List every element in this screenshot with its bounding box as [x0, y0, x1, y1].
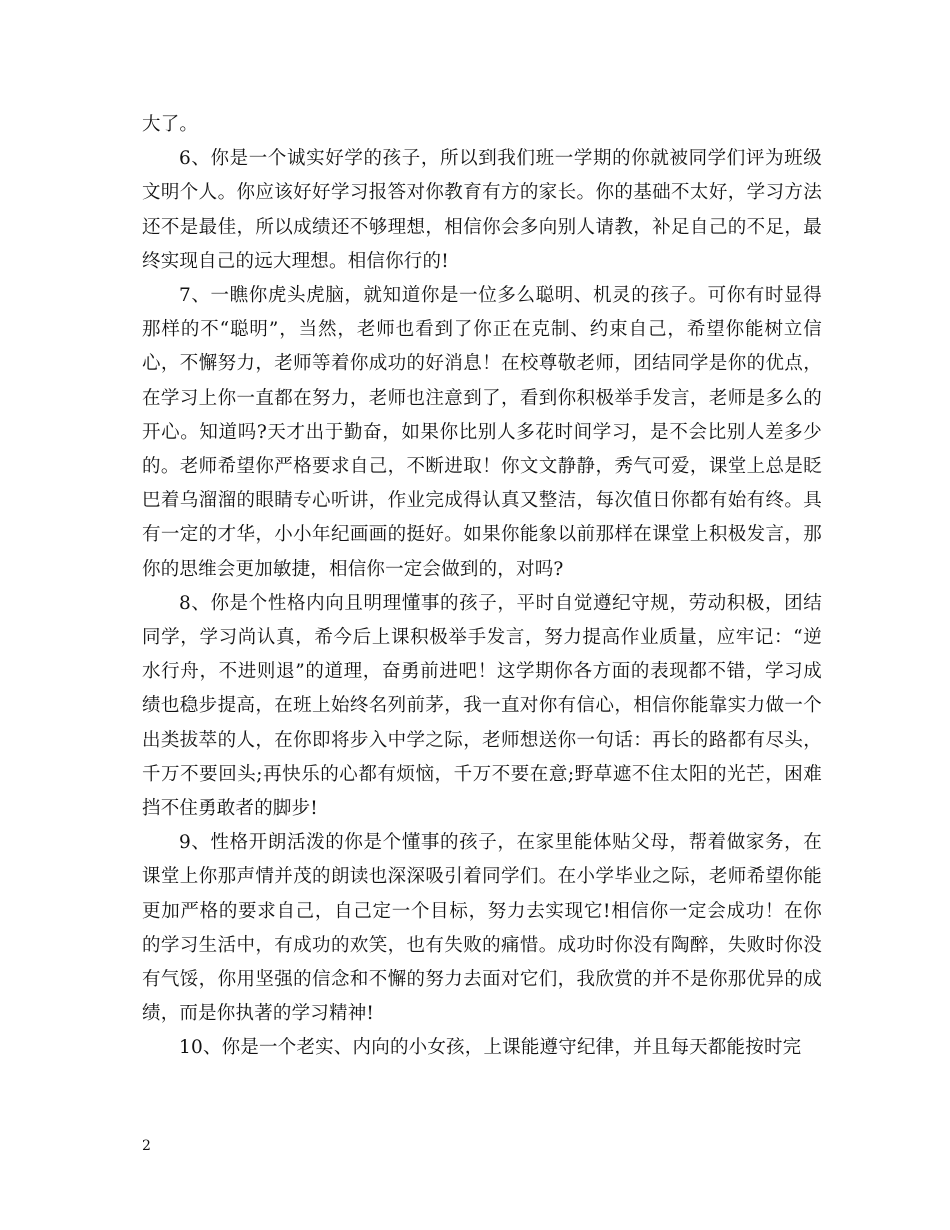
- paragraph-item-8: 8、你是个性格内向且明理懂事的孩子，平时自觉遵纪守规，劳动积极，团结同学，学习尚认真，希今后上课积极举手发言，努力提高作业质量，应牢记：“逆水行舟，不进则退”的道理，奋勇前进吧！这学期你各方面的表现都不错，学习成绩也稳步提高，在班上始终名列前茅，我一直对你有信心，相信你能靠实力做一个出类拔萃的人，在你即将步入中学之际，老师想送你一句话：再长的路都有尽头，千万不要回头;再快乐的心都有烦恼，千万不要在意;野草遮不住太阳的光芒，困难挡不住勇敢者的脚步!: [142, 592, 822, 820]
- paragraph-item-9: 9、性格开朗活泼的你是个懂事的孩子，在家里能体贴父母，帮着做家务，在课堂上你那声情并茂的朗读也深深吸引着同学们。在小学毕业之际，老师希望你能更加严格的要求自己，自己定一个目标，努力去实现它!相信你一定会成功！在你的学习生活中，有成功的欢笑，也有失败的痛惜。成功时你没有陶醉，失败时你没有气馁，你用坚强的信念和不懈的努力去面对它们，我欣赏的并不是你那优异的成绩，而是你执著的学习精神!: [142, 832, 822, 1025]
- paragraph-item-10: 10、你是一个老实、内向的小女孩，上课能遵守纪律，并且每天都能按时完: [179, 1037, 802, 1059]
- paragraph-item-7: 7、一瞧你虎头虎脑，就知道你是一位多么聪明、机灵的孩子。可你有时显得那样的不“聪明”，当然，老师也看到了你正在克制、约束自己，希望你能树立信心，不懈努力，老师等着你成功的好消息！在校尊敬老师，团结同学是你的优点，在学习上你一直都在努力，老师也注意到了，看到你积极举手发言，老师是多么的开心。知道吗?天才出于勤奋，如果你比别人多花时间学习，是不会比别人差多少的。老师希望你严格要求自己，不断进取！你文文静静，秀气可爱，课堂上总是眨巴着乌溜溜的眼睛专心听讲，作业完成得认真又整洁，每次值日你都有始有终。具有一定的才华，小小年纪画画的挺好。如果你能象以前那样在课堂上积极发言，那你的思维会更加敏捷，相信你一定会做到的，对吗?: [142, 285, 822, 580]
- paragraph-continuation: 大了。: [142, 114, 199, 135]
- document-body: [142, 108, 822, 1066]
- page-number: 2: [142, 1138, 151, 1154]
- paragraph-item-6: 6、你是一个诚实好学的孩子，所以到我们班一学期的你就被同学们评为班级文明个人。你应该好好学习报答对你教育有方的家长。你的基础不太好，学习方法还不是最佳，所以成绩还不够理想，相信你会多向别人请教，补足自己的不足，最终实现自己的远大理想。相信你行的!: [142, 148, 822, 272]
